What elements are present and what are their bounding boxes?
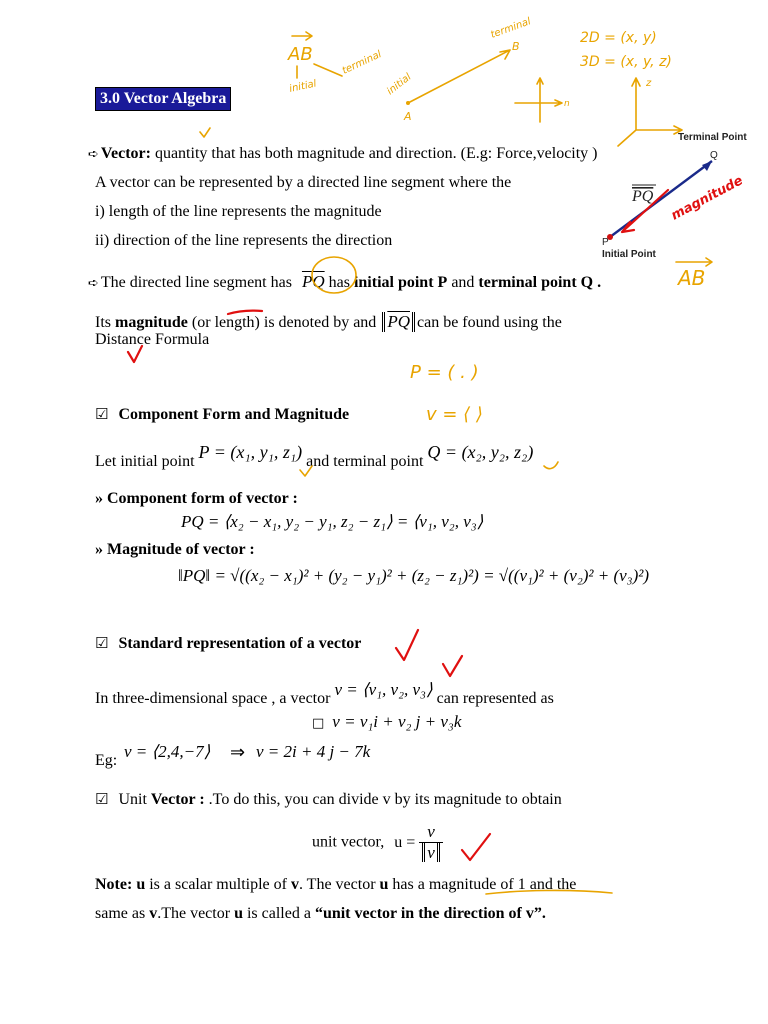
terminal-annotation-2: terminal [489,16,533,41]
initial-point-text: initial point P [353,274,448,291]
vector-label: Vector: [100,145,151,162]
component-form-label: » Component form of vector : [95,490,298,507]
three-dim-post: can represented as [436,690,554,707]
v-equation-annotation: v = ⟨ ⟩ [426,404,483,425]
checkbox-icon: ☑ [95,405,109,423]
eg-expression-1: v = ⟨2,4,−7⟩ [124,742,211,761]
pq-norm-symbol: $\overline{PQ}$ [387,312,410,331]
arrow-bullet-icon: ➪ [88,147,99,162]
initial-point-label: Initial Point [602,249,656,260]
box-glyph-icon: □ [312,716,325,731]
directed-pre: The directed line segment has [100,274,292,291]
note-line-1: Note: u is a scalar multiple of v. The vector u has a magnitude of 1 and the [95,876,577,893]
p-expression: P = (x₁, y₁, z₁) [198,442,303,462]
two-d-annotation: 2D = (x, y) [580,30,657,46]
let-pre: Let initial point [95,453,195,470]
directed-and: and [447,274,479,291]
initial-annotation-2: initial [385,71,414,98]
three-d-annotation: 3D = (x, y, z) [580,54,672,70]
eg-label: Eg: [95,752,118,769]
magnitude-pre: Its [95,314,115,331]
terminal-annotation: terminal [340,49,384,77]
magnitude-post: can be found using the [416,314,562,331]
z-annotation: z [646,78,652,89]
a-annotation: A [404,110,412,123]
magnitude-expression: ‖PQ‖ = √((x₂ − x₁)² + (y₂ − y₁)² + (z₂ − z₁)²) = √((v₁)² + (v₂)² + (v₃)²) [178,566,650,585]
eg-expression-2: v = 2i + 4 j − 7k [256,742,371,761]
q-label: Q [710,150,718,161]
checkbox-icon: ☑ [95,634,109,652]
unit-vector-fraction: $\frac{v}{v}$ [419,822,443,863]
magnitude-bold: magnitude [115,314,188,331]
note-line-2: same as v.The vector u is called a “unit vector in the direction of v”. [95,905,546,922]
implies-arrow: ⇒ [230,742,246,762]
p-equation-annotation: P = ( . ) [410,362,479,383]
checkbox-icon: ☑ [95,790,109,808]
magnitude-annotation: magnitude [668,173,746,224]
n-annotation: n [564,99,570,109]
standard-heading: ☑ Standard representation of a vector [95,634,362,652]
v-components-expression: v = ⟨v₁, v₂, v₃⟩ [334,680,433,699]
standard-expression: v = v₁i + v₂ j + v₃k [332,712,462,731]
unit-vector-line: ☑ Unit Vector : .To do this, you can divide v by its magnitude to obtain [95,790,562,808]
representation-item-i: i) length of the line represents the magnitude [95,203,382,220]
distance-formula-text: Distance Formula [95,331,210,348]
representation-item-ii: ii) direction of the line represents the direction [95,232,393,249]
q-expression: Q = (x₂, y₂, z₂) [427,442,534,462]
ab-annotation: AB [288,44,313,65]
component-heading: ☑ Component Form and Magnitude [95,405,350,423]
b-annotation: B [512,40,520,53]
three-dim-pre: In three-dimensional space , a vector [95,690,331,707]
unit-vector-text: .To do this, you can divide v by its magnitude to obtain [204,791,562,808]
vector-definition-text: quantity that has both magnitude and direction. (E.g: Force,velocity ) [150,145,598,162]
terminal-point-label: Terminal Point [678,132,747,143]
terminal-point-text: terminal point Q . [478,274,602,291]
representation-line: A vector can be represented by a directed line segment where the [95,174,512,191]
unit-vector-formula: unit vector, u = $\frac{v}{v}$ [312,822,443,863]
ab-annotation-2: AB [678,266,706,290]
pq-diagram-label: PQ [632,188,654,205]
pq-symbol: $\overline{PQ}$ [301,272,325,291]
initial-annotation: initial [288,78,318,95]
p-label: P [602,237,609,248]
arrow-bullet-icon: ➪ [88,276,99,291]
section-title: 3.0 Vector Algebra [95,87,231,111]
magnitude-label: » Magnitude of vector : [95,541,255,558]
directed-mid: has [324,274,354,291]
let-mid: and terminal point [306,453,424,470]
magnitude-mid: (or length) is denoted by and [187,314,377,331]
component-form-expression: PQ = ⟨x₂ − x₁, y₂ − y₁, z₂ − z₁⟩ = ⟨v₁, v₂, v₃⟩ [181,512,484,531]
